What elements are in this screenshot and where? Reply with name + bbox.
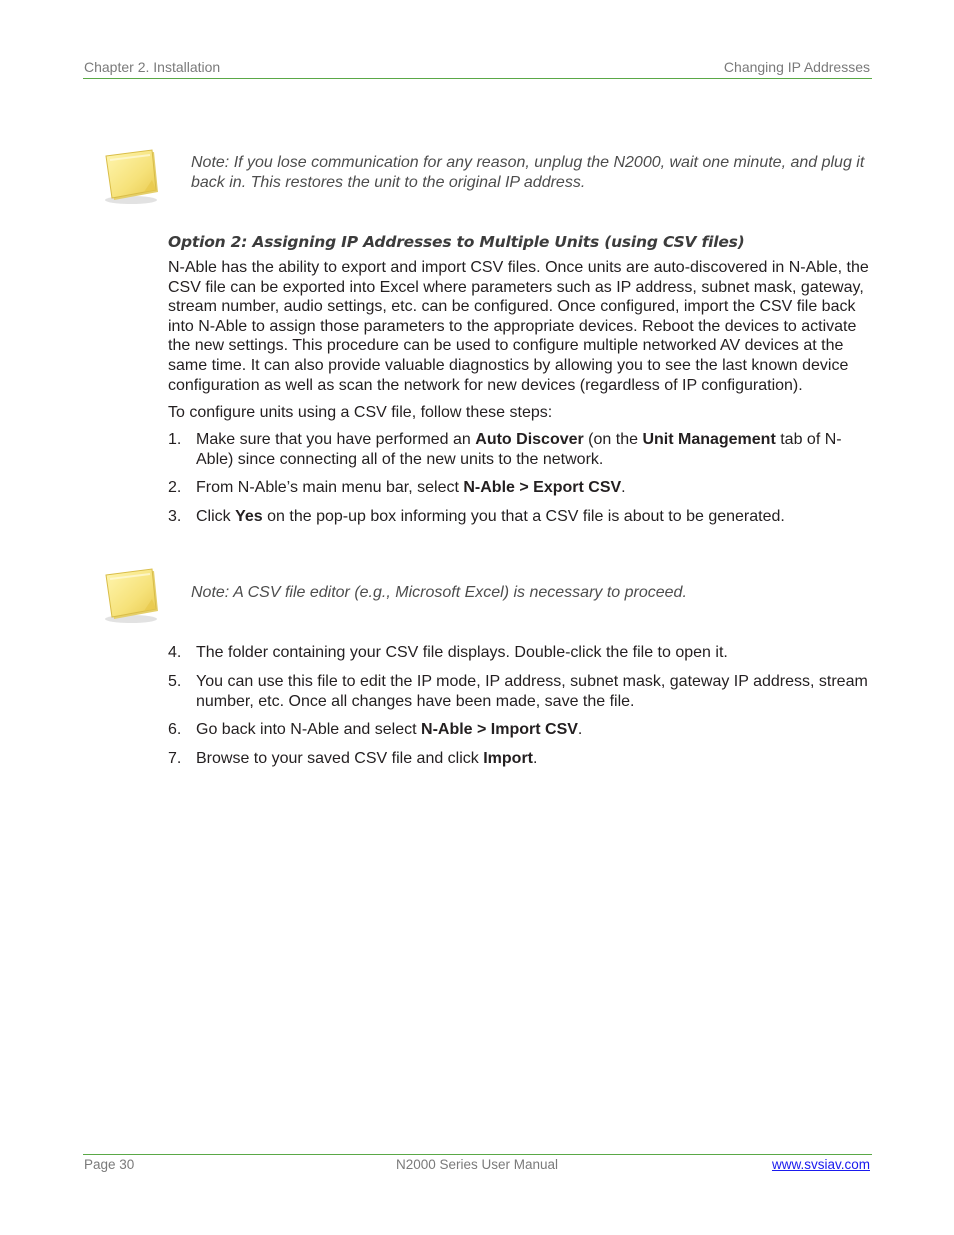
list-item <box>168 643 873 663</box>
steps-lead: To configure units using a CSV file, follow these steps: <box>168 404 553 421</box>
list-item <box>168 720 873 740</box>
website-link[interactable]: www.svsiav.com <box>771 1157 870 1172</box>
step-number: 7. <box>168 750 182 767</box>
list-item <box>168 507 873 527</box>
step-number: 4. <box>168 644 182 661</box>
list-item <box>168 430 873 469</box>
list-item <box>168 672 873 711</box>
step-text: Make sure that you have performed an Auto Discover (on the Unit Management tab of N-Able) since connecting all of the new units to the network. <box>196 431 842 468</box>
step-text: From N-Able’s main menu bar, select N-Able > Export CSV. <box>196 479 626 496</box>
step-text: The folder containing your CSV file displays. Double-click the file to open it. <box>196 644 728 661</box>
step-text: Click Yes on the pop-up box informing you that a CSV file is about to be generated. <box>196 508 785 525</box>
intro-paragraph: N-Able has the ability to export and import CSV files. Once units are auto-discovered in N-Able, the CSV file can be exported into Excel where parameters such as IP address, subnet mask, gateway, stream number, audio settings, etc. can be configured. Once configured, import the CSV file back into N-Able to assign those parameters to the appropriate devices. Reboot the devices to activate the new settings. This procedure can be used to configure multiple networked AV devices at the same time. It can also provide valuable diagnostics by allowing you to see the last known device configuration as well as scan the network for new devices (regardless of IP configuration). <box>168 259 869 394</box>
step-number: 1. <box>168 431 182 448</box>
page-number: Page 30 <box>84 1157 135 1172</box>
footer-rule <box>83 1154 872 1155</box>
section-heading: Option 2: Assigning IP Addresses to Multiple Units (using CSV files) <box>168 233 745 251</box>
note-text: Note: A CSV file editor (e.g., Microsoft Excel) is necessary to proceed. <box>191 584 687 601</box>
step-text: Go back into N-Able and select N-Able > Import CSV. <box>196 721 583 738</box>
header-rule <box>83 78 872 79</box>
header-section: Changing IP Addresses <box>723 59 870 75</box>
sticky-note-icon <box>100 565 162 625</box>
step-number: 3. <box>168 508 182 525</box>
step-text: Browse to your saved CSV file and click Import. <box>196 750 538 767</box>
step-text: You can use this file to edit the IP mode, IP address, subnet mask, gateway IP address, stream number, etc. Once all changes have been made, save the file. <box>196 673 868 710</box>
step-number: 2. <box>168 479 182 496</box>
header-chapter: Chapter 2. Installation <box>84 59 221 75</box>
list-item <box>168 749 873 769</box>
list-item <box>168 478 873 498</box>
manual-title: N2000 Series User Manual <box>395 1157 559 1172</box>
step-number: 6. <box>168 721 182 738</box>
sticky-note-icon <box>100 146 162 206</box>
step-number: 5. <box>168 673 182 690</box>
note-text: Note: If you lose communication for any reason, unplug the N2000, wait one minute, and plug it back in. This restores the unit to the original IP address. <box>191 154 865 191</box>
